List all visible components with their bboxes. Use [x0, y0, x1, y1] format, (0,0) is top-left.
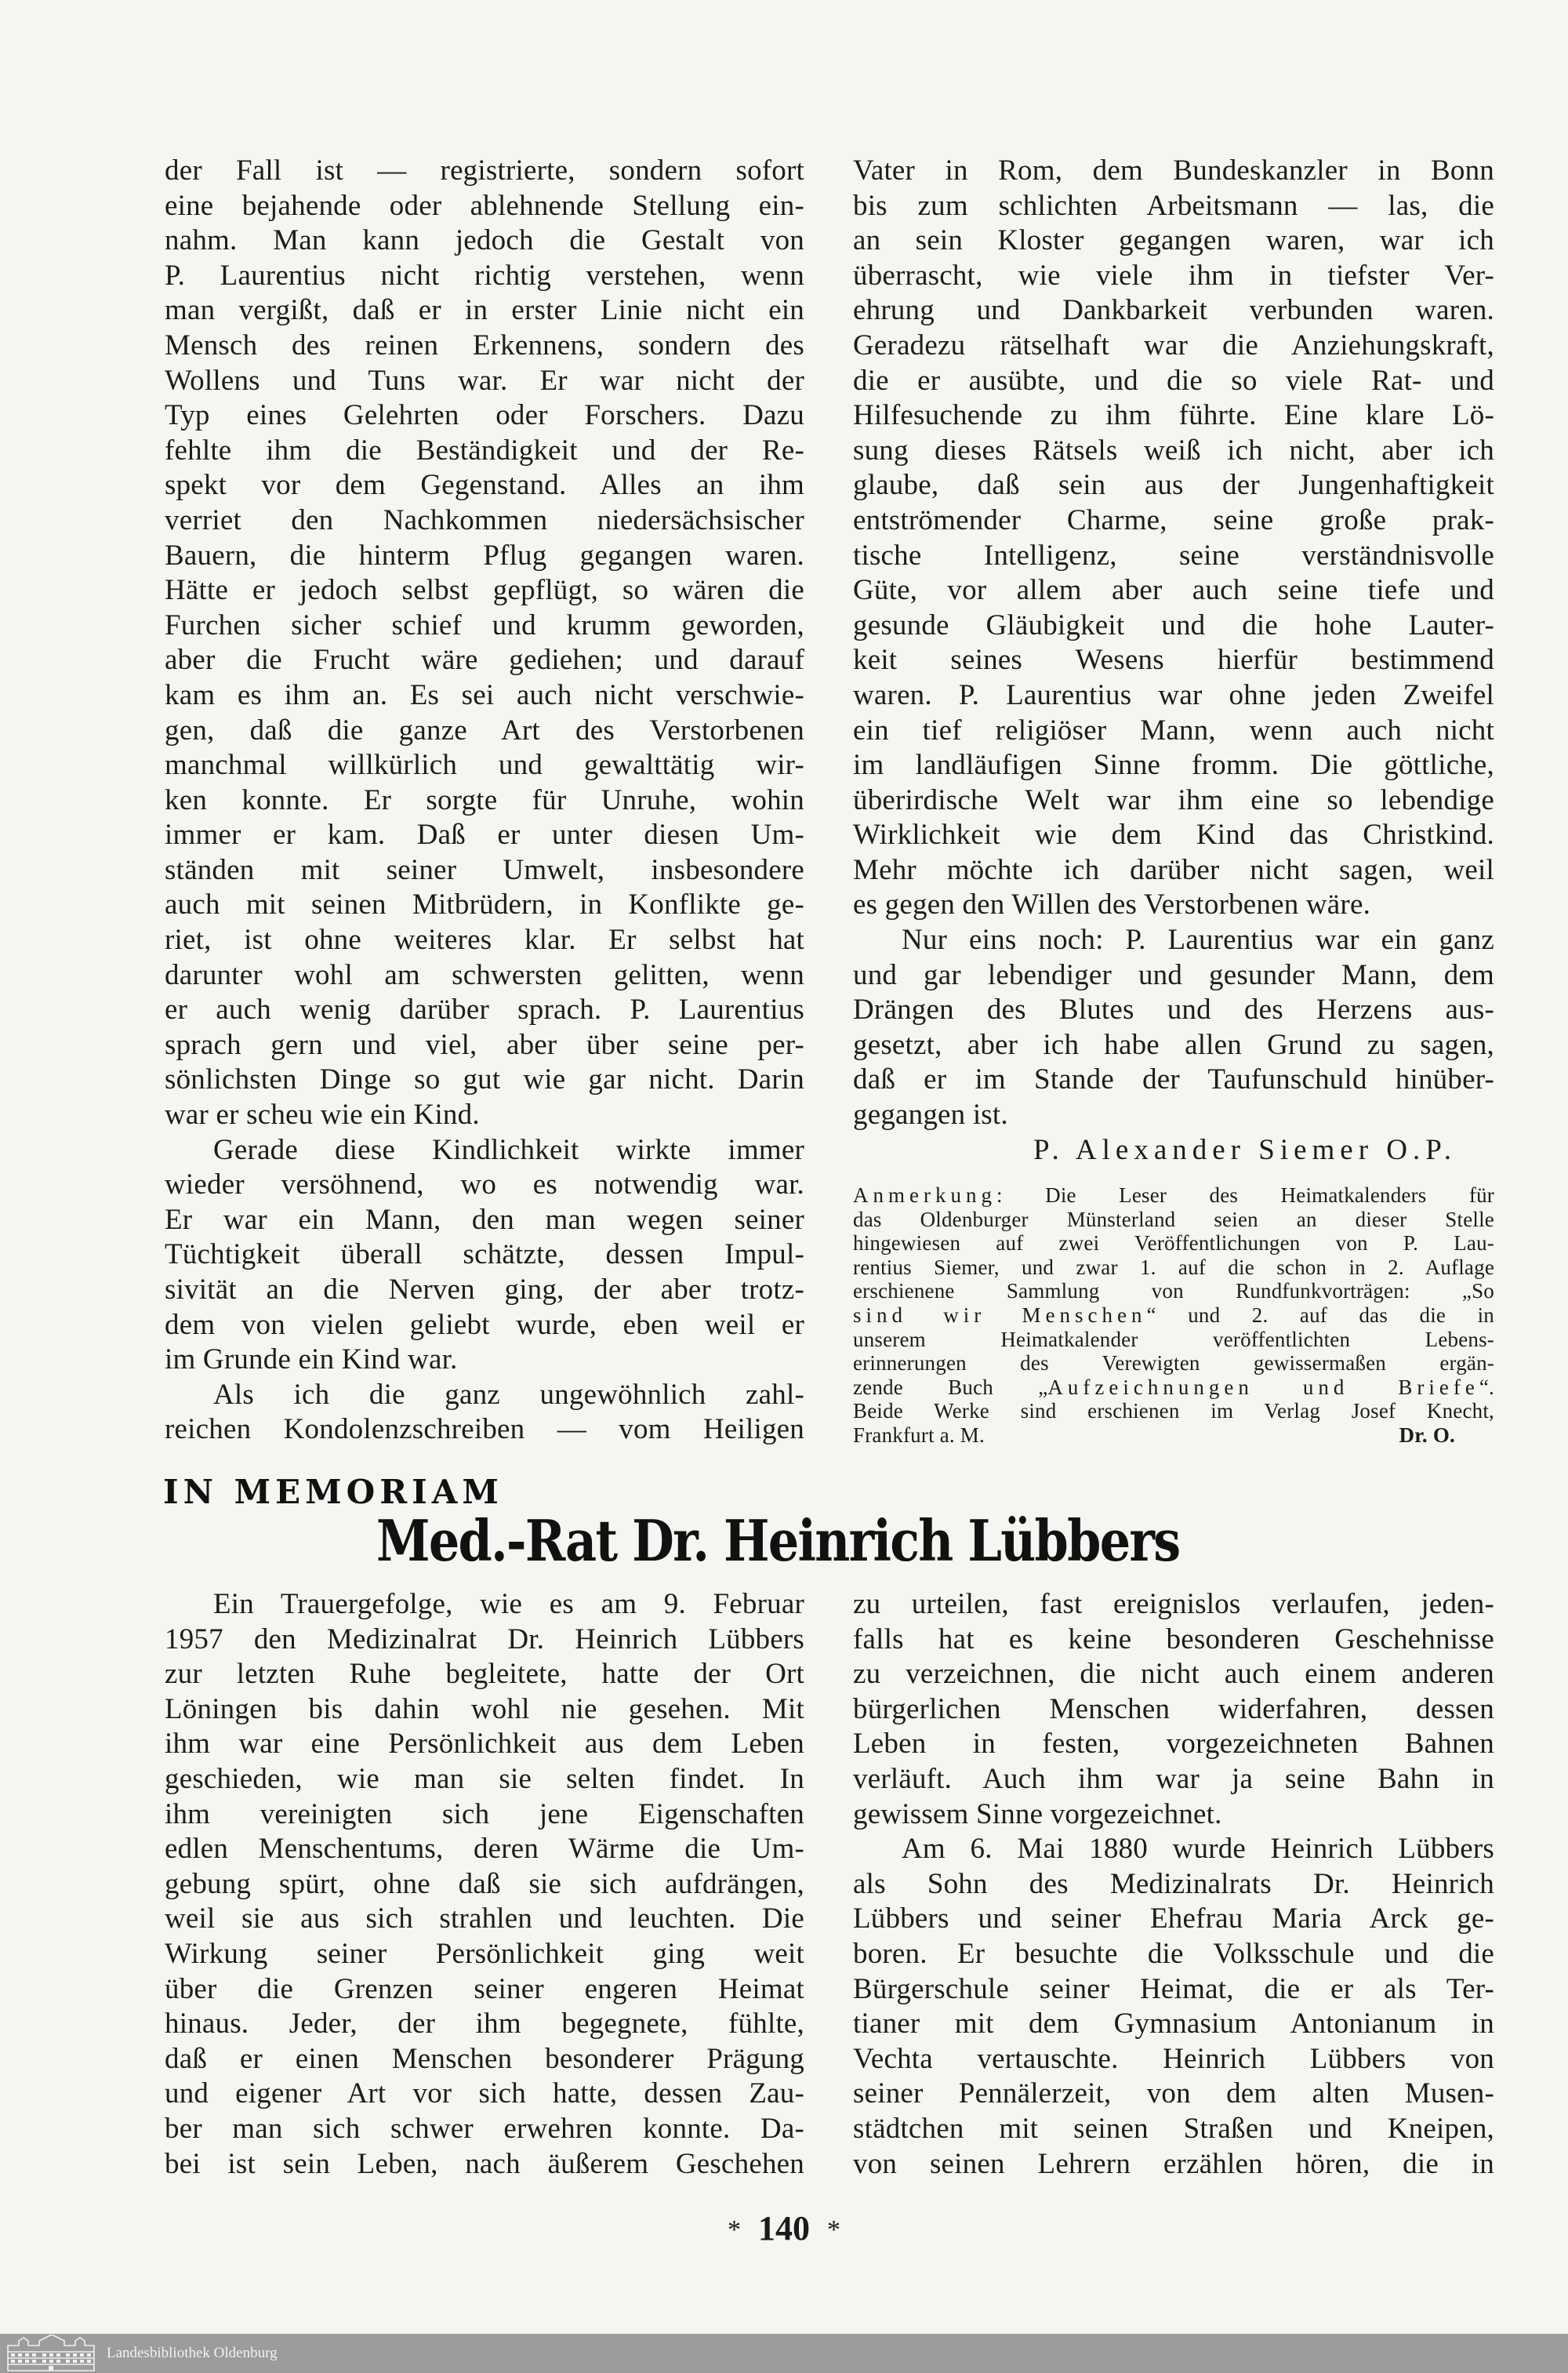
text-line: hinaus. Jeder, der ihm begegnete, fühlte, [165, 2008, 804, 2040]
text-line: Wollens und Tuns war. Er war nicht der [165, 364, 804, 397]
text-line: war er scheu wie ein Kind. [165, 1099, 480, 1132]
text-line: spekt vor dem Gegenstand. Alles an ihm [165, 469, 804, 502]
note-line: Beide Werke sind erschienen im Verlag Josef Knecht, [853, 1399, 1494, 1423]
article2-right-column [853, 1587, 1494, 2182]
text-line: riet, ist ohne weiteres klar. Er selbst hat [165, 924, 804, 957]
text-line: aber die Frucht wäre gediehen; und darauf [165, 644, 804, 677]
text-line: an sein Kloster gegangen waren, war ich [853, 224, 1494, 257]
text-line: keit seines Wesens hierfür bestimmend [853, 644, 1494, 677]
text-line: seiner Pennälerzeit, von dem alten Musen- [853, 2077, 1494, 2110]
text-line: Furchen sicher schief und krumm geworden, [165, 609, 804, 641]
note-line: Frankfurt a. M. Dr. O. [853, 1423, 1494, 1448]
text-line: gegangen ist. [853, 1099, 1008, 1132]
text-line: weil sie aus sich strahlen und leuchten. Die [165, 1902, 804, 1935]
text-line: Nur eins noch: P. Laurentius war ein ganz [902, 924, 1494, 957]
note-line: erinnerungen des Verewigten gewissermaßen ergän- [853, 1351, 1494, 1375]
text-line: daß er im Stande der Taufunschuld hinüber- [853, 1063, 1494, 1096]
text-line: eine bejahende oder ablehnende Stellung ein- [165, 189, 804, 222]
text-line: bis zum schlichten Arbeitsmann — las, die [853, 189, 1494, 222]
text-line: gen, daß die ganze Art des Verstorbenen [165, 714, 804, 747]
text-line: Wirkung seiner Persönlichkeit ging weit [165, 1937, 804, 1970]
text-line: glaube, daß sein aus der Jungenhaftigkeit [853, 469, 1494, 502]
text-line: Gerade diese Kindlichkeit wirkte immer [213, 1133, 804, 1166]
text-line: boren. Er besuchte die Volksschule und die [853, 1937, 1494, 1970]
text-line: Hilfesuchende zu ihm führte. Eine klare Lö- [853, 399, 1494, 432]
text-line: Bauern, die hinterm Pflug gegangen waren. [165, 539, 804, 572]
text-line: Drängen des Blutes und des Herzens aus- [853, 994, 1494, 1027]
text-line: entströmender Charme, seine große prak- [853, 503, 1494, 536]
article2-left-column [165, 1587, 804, 2182]
text-line: Mehr möchte ich darüber nicht sagen, weil [853, 853, 1494, 886]
text-line: Typ eines Gelehrten oder Forschers. Dazu [165, 399, 804, 432]
text-line: dem von vielen geliebt wurde, eben weil er [165, 1308, 804, 1341]
text-line: manchmal willkürlich und gewalttätig wir- [165, 749, 804, 782]
text-line: bei ist sein Leben, nach äußerem Geschehen [165, 2147, 804, 2180]
text-line: sönlichsten Dinge so gut wie gar nicht. Darin [165, 1063, 804, 1096]
text-line: ihm war eine Persönlichkeit aus dem Leben [165, 1728, 804, 1761]
article1-right-column [853, 154, 1494, 1171]
text-line: verläuft. Auch ihm war ja seine Bahn in [853, 1762, 1494, 1795]
note-line: zende Buch „Aufzeichnungen und Briefe“. [853, 1375, 1494, 1399]
note-signature: Dr. O. [1399, 1423, 1455, 1447]
article1-right-lines [853, 154, 1494, 1133]
text-line: tianer mit dem Gymnasium Antonianum in [853, 2008, 1494, 2040]
text-line: immer er kam. Daß er unter diesen Um- [165, 819, 804, 852]
text-line: Lübbers und seiner Ehefrau Maria Arck ge- [853, 1902, 1494, 1935]
text-line: ehrung und Dankbarkeit verbunden waren. [853, 294, 1494, 327]
text-line: bürgerlichen Menschen widerfahren, dessen [853, 1692, 1494, 1725]
note-line: das Oldenburger Münsterland seien an dieser Stelle [853, 1207, 1494, 1231]
text-line: Tüchtigkeit überall schätzte, dessen Impul- [165, 1238, 804, 1271]
text-line: auch mit seinen Mitbrüdern, in Konflikte ge- [165, 889, 804, 921]
text-line: Am 6. Mai 1880 wurde Heinrich Lübbers [902, 1833, 1494, 1866]
text-line: Er war ein Mann, den man wegen seiner [165, 1203, 804, 1236]
library-name: Landesbibliothek Oldenburg [107, 2345, 278, 2361]
text-line: der Fall ist — registrierte, sondern sofort [165, 154, 804, 187]
text-line: edlen Menschentums, deren Wärme die Um- [165, 1833, 804, 1866]
article-headline: Med.-Rat Dr. Heinrich Lübbers [376, 1507, 1180, 1574]
text-line: gesetzt, aber ich habe allen Grund zu sagen, [853, 1028, 1494, 1061]
text-line: im Grunde ein Kind war. [165, 1343, 458, 1376]
note-label: Anmerkung [853, 1183, 996, 1207]
book-title-2: Aufzeichnungen und Briefe [1047, 1375, 1479, 1399]
text-line: Leben in festen, vorgezeichneten Bahnen [853, 1728, 1494, 1761]
text-line: überirdische Welt war ihm eine so lebendige [853, 783, 1494, 816]
text-line: es gegen den Willen des Verstorbenen wäre. [853, 889, 1371, 921]
text-line: Wirklichkeit wie dem Kind das Christkind. [853, 819, 1494, 852]
text-line: ständen mit seiner Umwelt, insbesondere [165, 853, 804, 886]
text-line: ken konnte. Er sorgte für Unruhe, wohin [165, 783, 804, 816]
note-line: hingewiesen auf zwei Veröffentlichungen von P. Lau- [853, 1231, 1494, 1256]
text-line: Hätte er jedoch selbst gepflügt, so wären die [165, 574, 804, 607]
text-line: ein tief religiöser Mann, wenn auch nicht [853, 714, 1494, 747]
text-line: Löningen bis dahin wohl nie gesehen. Mit [165, 1692, 804, 1725]
text-line: fehlte ihm die Beständigkeit und der Re- [165, 434, 804, 467]
text-line: ber man sich schwer erwehren konnte. Da- [165, 2112, 804, 2145]
text-line: Bürgerschule seiner Heimat, die er als Ter- [853, 1972, 1494, 2005]
text-line: als Sohn des Medizinalrats Dr. Heinrich [853, 1867, 1494, 1900]
page-number-value: 140 [758, 2209, 810, 2248]
text-line: und gar lebendiger und gesunder Mann, dem [853, 958, 1494, 991]
library-building-icon [5, 2335, 97, 2372]
text-line: P. Laurentius nicht richtig verstehen, wenn [165, 259, 804, 292]
author-signature: P. Alexander Siemer O.P. [1033, 1133, 1457, 1166]
note-line: erschienene Sammlung von Rundfunkvorträgen: „So [853, 1279, 1494, 1303]
text-line: sivität an die Nerven ging, der aber trotz- [165, 1274, 804, 1306]
text-line: darunter wohl am schwersten gelitten, wenn [165, 958, 804, 991]
text-line: tische Intelligenz, seine verständnisvolle [853, 539, 1494, 572]
text-line: gesunde Gläubigkeit und die hohe Lauter- [853, 609, 1494, 641]
text-line: gebung spürt, ohne daß sie sich aufdrängen, [165, 1867, 804, 1900]
text-line: Mensch des reinen Erkennens, sondern des [165, 329, 804, 362]
text-line: überrascht, wie viele ihm in tiefster Ver- [853, 259, 1494, 292]
text-line: daß er einen Menschen besonderer Prägung [165, 2042, 804, 2075]
text-line: kam es ihm an. Es sei auch nicht verschwie- [165, 678, 804, 711]
text-line: und eigener Art vor sich hatte, dessen Zau- [165, 2077, 804, 2110]
text-line: falls hat es keine besonderen Geschehnisse [853, 1623, 1494, 1655]
text-line: zu urteilen, fast ereignislos verlaufen, jeden- [853, 1588, 1494, 1620]
text-line: Vechta vertauschte. Heinrich Lübbers von [853, 2042, 1494, 2075]
note-line: unserem Heimatkalender veröffentlichten Lebens- [853, 1327, 1494, 1351]
text-line: ihm vereinigten sich jene Eigenschaften [165, 1797, 804, 1830]
book-title-1: sind wir Menschen [853, 1303, 1147, 1327]
editorial-note [853, 1183, 1494, 1448]
text-line: von seinen Lehrern erzählen hören, die in [853, 2147, 1494, 2180]
text-line: 1957 den Medizinalrat Dr. Heinrich Lübbers [165, 1623, 804, 1655]
text-line: Güte, vor allem aber auch seine tiefe und [853, 574, 1494, 607]
text-line: nahm. Man kann jedoch die Gestalt von [165, 224, 804, 257]
library-footer-bar [0, 2334, 1568, 2373]
text-line: Vater in Rom, dem Bundeskanzler in Bonn [853, 154, 1494, 187]
note-line: rentius Siemer, und zwar 1. auf die schon in 2. Auflage [853, 1255, 1494, 1279]
asterisk-ornament-icon: * [827, 2215, 840, 2244]
text-line: man vergißt, daß er in erster Linie nicht ein [165, 294, 804, 327]
text-line: sprach gern und viel, aber über seine per- [165, 1028, 804, 1061]
text-line: wieder versöhnend, wo es notwendig war. [165, 1168, 804, 1201]
text-line: verriet den Nachkommen niedersächsischer [165, 503, 804, 536]
section-kicker: IN MEMORIAM [163, 1473, 503, 1511]
text-line: im landläufigen Sinne fromm. Die göttliche, [853, 749, 1494, 782]
text-line: waren. P. Laurentius war ohne jeden Zweifel [853, 678, 1494, 711]
text-line: Als ich die ganz ungewöhnlich zahl- [213, 1378, 804, 1411]
text-line: die er ausübte, und die so viele Rat- und [853, 364, 1494, 397]
text-line: geschieden, wie man sie selten findet. In [165, 1762, 804, 1795]
text-line: sung dieses Rätsels weiß ich nicht, aber ich [853, 434, 1494, 467]
text-line: Ein Trauergefolge, wie es am 9. Februar [213, 1588, 804, 1620]
page-number [0, 2208, 1568, 2248]
asterisk-ornament-icon: * [728, 2215, 741, 2244]
text-line: reichen Kondolenzschreiben — vom Heiligen [165, 1413, 804, 1446]
text-line: zu verzeichnen, die nicht auch einem anderen [853, 1658, 1494, 1691]
text-line: Geradezu rätselhaft war die Anziehungskraft, [853, 329, 1494, 362]
article1-left-column [165, 154, 804, 1448]
text-line: gewissem Sinne vorgezeichnet. [853, 1797, 1222, 1830]
text-line: er auch wenig darüber sprach. P. Laurentius [165, 994, 804, 1027]
note-line: Anmerkung: Die Leser des Heimatkalenders für [853, 1183, 1494, 1207]
text-line: zur letzten Ruhe begleitete, hatte der Ort [165, 1658, 804, 1691]
note-line: sind wir Menschen“ und 2. auf das die in [853, 1303, 1494, 1327]
text-line: städtchen mit seinen Straßen und Kneipen, [853, 2112, 1494, 2145]
text-line: über die Grenzen seiner engeren Heimat [165, 1972, 804, 2005]
